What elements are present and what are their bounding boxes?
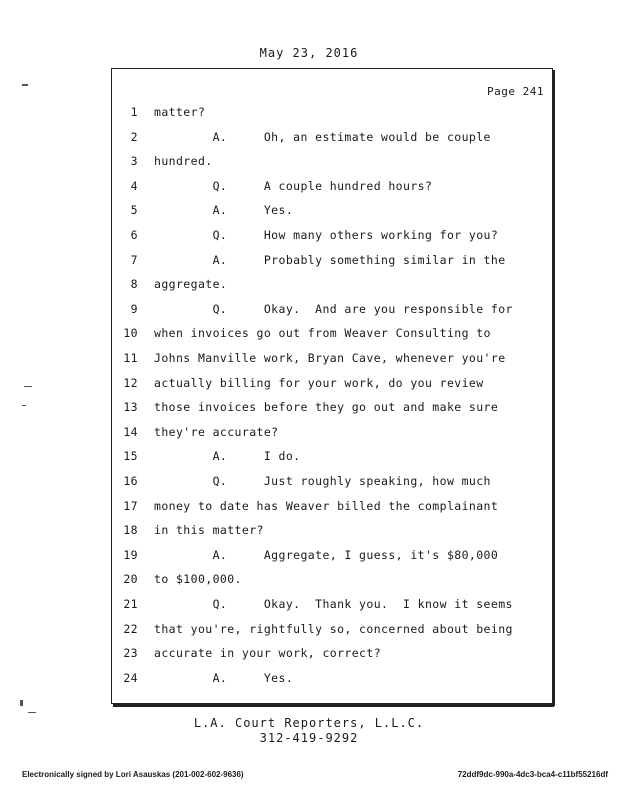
transcript-line — [112, 572, 552, 588]
transcript-line — [112, 326, 552, 342]
transcript-line — [112, 597, 552, 613]
line-text: Q. Just roughly speaking, how much — [154, 474, 491, 488]
line-text: when invoices go out from Weaver Consulting to — [154, 326, 491, 341]
transcript-line — [112, 351, 552, 367]
line-text: aggregate. — [154, 277, 228, 292]
line-number: 23 — [123, 646, 138, 661]
line-text: Johns Manville work, Bryan Cave, whenever you're — [154, 351, 506, 365]
transcript-line — [112, 400, 552, 416]
transcript-line — [112, 277, 552, 293]
transcript-line — [112, 154, 552, 170]
line-number: 24 — [123, 670, 138, 685]
transcript-line — [112, 425, 552, 441]
line-number: 17 — [123, 498, 138, 513]
frame-shadow-bottom — [113, 704, 554, 707]
line-number: 16 — [123, 474, 138, 488]
line-text: those invoices before they go out and make sure — [154, 400, 499, 415]
line-text: Q. Okay. Thank you. I know it seems — [154, 597, 513, 611]
transcript-line — [112, 499, 552, 515]
page-number: Page 241 — [487, 85, 544, 98]
transcript-line — [112, 646, 552, 662]
line-number: 15 — [123, 449, 138, 464]
line-number: 19 — [123, 547, 138, 562]
line-text: money to date has Weaver billed the complainant — [154, 498, 499, 513]
transcript-line — [112, 203, 552, 219]
transcript-line — [112, 302, 552, 318]
line-text: Q. A couple hundred hours? — [154, 178, 433, 193]
electronic-signature-note: Electronically signed by Lori Asauskas (201-002-602-9636) — [22, 770, 244, 779]
line-number: 1 — [130, 105, 138, 119]
line-text: A. Yes. — [154, 670, 294, 685]
line-text: that you're, rightfully so, concerned about being — [154, 621, 513, 636]
line-number: 3 — [130, 154, 138, 169]
line-number: 12 — [123, 375, 138, 390]
scan-speck — [28, 712, 36, 713]
transcript-line — [112, 523, 552, 539]
transcript-line — [112, 376, 552, 392]
transcript-line — [112, 105, 552, 121]
line-number: 18 — [123, 523, 138, 538]
transcript-line — [112, 548, 552, 564]
transcript-line — [112, 253, 552, 269]
line-text: matter? — [154, 105, 206, 119]
transcript-line — [112, 449, 552, 465]
transcript-line — [112, 228, 552, 244]
frame-shadow-right — [553, 70, 555, 706]
transcript-line — [112, 130, 552, 146]
line-number: 9 — [130, 301, 138, 316]
line-text: they're accurate? — [154, 424, 279, 439]
line-text: A. Aggregate, I guess, it's $80,000 — [154, 547, 499, 562]
header-date: May 23, 2016 — [259, 46, 359, 60]
scan-speck — [22, 405, 26, 406]
line-text: A. Oh, an estimate would be couple — [154, 129, 491, 144]
line-number: 13 — [123, 400, 138, 415]
line-text: Q. Okay. And are you responsible for — [154, 301, 513, 316]
line-text: Q. How many others working for you? — [154, 228, 499, 242]
transcript-line — [112, 474, 552, 490]
line-text: in this matter? — [154, 523, 264, 538]
line-number: 2 — [130, 129, 138, 144]
footer-phone: 312-419-9292 — [259, 731, 359, 745]
footer-firm-name: L.A. Court Reporters, L.L.C. — [193, 716, 425, 730]
line-number: 6 — [130, 228, 138, 242]
transcript-page-frame — [111, 68, 553, 704]
line-text: actually billing for your work, do you review — [154, 375, 484, 390]
line-number: 8 — [130, 277, 138, 292]
document-hash: 72ddf9dc-990a-4dc3-bca4-c11bf55216df — [457, 770, 608, 779]
scan-speck — [20, 700, 23, 706]
line-number: 14 — [123, 424, 138, 439]
line-text: hundred. — [154, 154, 213, 169]
line-number: 20 — [123, 572, 138, 587]
line-number: 5 — [130, 203, 138, 218]
line-number: 4 — [130, 178, 138, 193]
line-text: A. I do. — [154, 449, 301, 464]
scan-speck — [24, 386, 32, 387]
transcript-line — [112, 622, 552, 638]
line-text: A. Probably something similar in the — [154, 252, 506, 267]
line-number: 21 — [123, 597, 138, 611]
line-text: to $100,000. — [154, 572, 242, 587]
line-text: accurate in your work, correct? — [154, 646, 382, 661]
line-number: 10 — [123, 326, 138, 341]
line-text: A. Yes. — [154, 203, 294, 218]
line-number: 11 — [123, 351, 138, 365]
line-number: 7 — [130, 252, 138, 267]
transcript-line — [112, 179, 552, 195]
transcript-line — [112, 671, 552, 687]
scan-speck — [22, 84, 28, 86]
line-number: 22 — [123, 621, 138, 636]
